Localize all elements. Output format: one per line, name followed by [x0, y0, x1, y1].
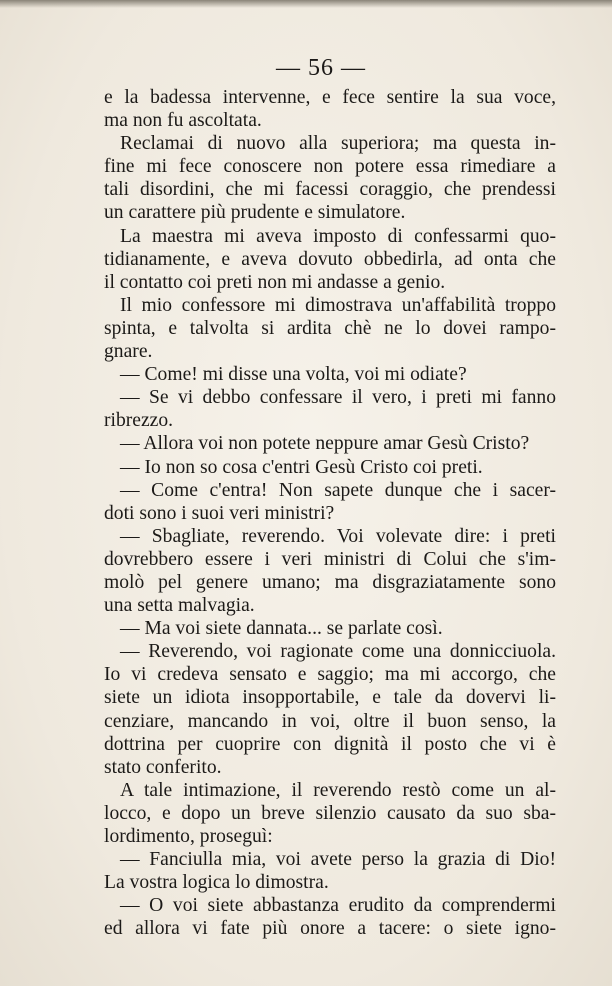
text-line: tidianamente, e aveva dovuto obbedirla, ad onta che	[104, 248, 556, 270]
text-line: ma non fu ascoltata.	[104, 110, 262, 132]
text-line: — O voi siete abbastanza erudito da comprendermi	[120, 895, 556, 917]
text-line: stato conferito.	[104, 756, 222, 778]
text-line: spinta, e talvolta si ardita chè ne lo dovei rampo-	[104, 317, 556, 339]
text-line: — Come! mi disse una volta, voi mi odiate?	[120, 364, 467, 386]
page-number: — 56 —	[276, 55, 366, 81]
text-line: un carattere più prudente e simulatore.	[104, 202, 406, 224]
text-line: fine mi fece conoscere non potere essa rimediare a	[104, 156, 556, 178]
text-line: e la badessa intervenne, e fece sentire la sua voce,	[104, 87, 556, 108]
text-line: La maestra mi aveva imposto di confessarmi quo-	[120, 225, 556, 247]
text-line: siete un idiota insopportabile, e tale da dovervi li-	[104, 687, 556, 709]
text-line: — Se vi debbo confessare il vero, i preti mi fanno	[120, 387, 556, 409]
text-line: ribrezzo.	[104, 410, 174, 432]
text-line: doti sono i suoi veri ministri?	[104, 502, 335, 524]
text-line: dottrina per cuoprire con dignità il posto che vi è	[104, 733, 556, 755]
text-line: — Allora voi non potete neppure amar Gesù Cristo?	[120, 433, 530, 455]
text-line: Io vi credeva sensato e saggio; ma mi accorgo, che	[104, 664, 556, 686]
text-line: lordimento, proseguì:	[104, 826, 273, 847]
text-line: una setta malvagia.	[104, 595, 255, 617]
text-line: tali disordini, che mi facessi coraggio, che prendessi	[104, 179, 556, 201]
text-line: locco, e dopo un breve silenzio causato da suo sba-	[104, 802, 556, 824]
text-line: — Io non so cosa c'entri Gesù Cristo coi preti.	[120, 456, 483, 478]
text-line: Reclamai di nuovo alla superiora; ma questa in-	[120, 133, 556, 155]
text-line: gnare.	[104, 341, 153, 363]
text-line: cenziare, mancando in voi, oltre il buon senso, la	[104, 710, 556, 732]
text-line: ed allora vi fate più onore a tacere: o siete igno-	[104, 918, 556, 940]
text-line: — Ma voi siete dannata... se parlate così.	[120, 618, 443, 640]
text-line: La vostra logica lo dimostra.	[104, 872, 329, 894]
text-line: dovrebbero essere i veri ministri di Colui che s'im-	[104, 548, 556, 570]
text-line: — Sbagliate, reverendo. Voi volevate dire: i preti	[120, 525, 556, 547]
text-line: — Fanciulla mia, voi avete perso la grazia di Dio!	[120, 849, 556, 871]
page-edge-shadow	[0, 0, 612, 8]
text-line: il contatto coi preti non mi andasse a genio.	[104, 271, 446, 293]
text-line: — Reverendo, voi ragionate come una donnicciuola.	[120, 641, 556, 663]
body-text	[104, 86, 556, 940]
text-line: — Come c'entra! Non sapete dunque che i sacer-	[120, 479, 556, 501]
text-line: molò pel genere umano; ma disgraziatamente sono	[104, 571, 556, 593]
text-line: A tale intimazione, il reverendo restò come un al-	[120, 779, 556, 801]
text-line: Il mio confessore mi dimostrava un'affabilità troppo	[120, 294, 556, 316]
